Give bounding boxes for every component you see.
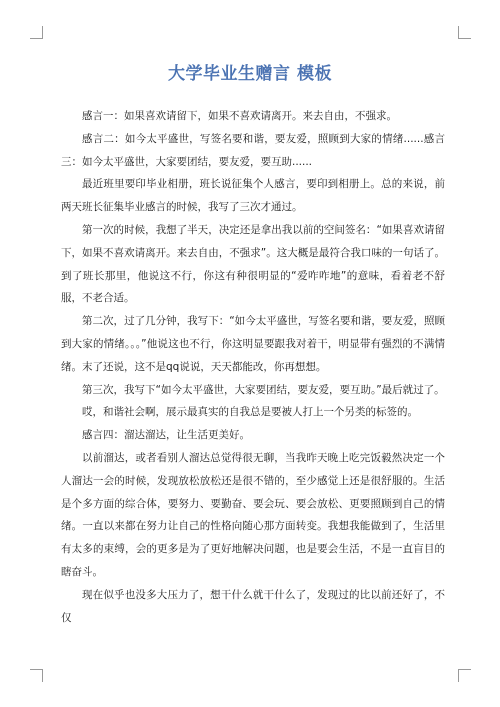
paragraph: 以前溜达，或者看别人溜达总觉得很无聊，当我昨天晚上吃完饭毅然决定一个人溜达一会的时候，发现放松放松还是很不错的，至少感觉上还是很舒服的。生活是个多方面的综合体，要努力、要勤奋、要会玩、要会放松、更要照顾到自己的情绪。一直以来都在努力让自己的性格向随心那方面转变。我想我能做到了，生活里有太多的束缚，会的更多是为了更好地解决问题，也是要会生活，不是一直盲目的瞎奋斗。 <box>61 451 445 578</box>
paragraph: 感言二：如今太平盛世，写签名要和谐，要友爱，照顾到大家的情绪......感言三：如今太平盛世，大家要团结，要友爱，要互助...... <box>61 132 445 168</box>
paragraph: 哎，和谐社会啊，展示最真实的自我总是要被人打上一个另类的标签的。 <box>82 406 418 419</box>
document-body <box>61 105 445 629</box>
document-title: 大学毕业生赠言 模板 <box>168 64 332 84</box>
paragraph: 现在似乎也没多大压力了，想干什么就干什么了，发现过的比以前还好了，不仅 <box>61 588 445 624</box>
crop-mark-bottom-right <box>458 669 471 682</box>
paragraph: 最近班里要印毕业相册，班长说征集个人感言，要印到相册上。总的来说，前两天班长征集毕业感言的时候，我写了三次才通过。 <box>61 178 445 214</box>
paragraph: 感言四：溜达溜达，让生活更美好。 <box>82 429 250 442</box>
paragraph: 第三次，我写下“如今太平盛世，大家要团结，要友爱，要互助。”最后就过了。 <box>82 383 445 396</box>
crop-mark-top-left <box>30 26 43 39</box>
crop-mark-bottom-left <box>30 669 43 682</box>
paragraph: 第二次，过了几分钟，我写下：“如今太平盛世，写签名要和谐，要友爱，照顾到大家的情绪。。。”他说这也不行，你这明显要跟我对着干，明显带有强烈的不满情绪。末了还说，这不是qq说说，天天都能改，你再想想。 <box>61 315 445 373</box>
crop-mark-top-right <box>458 26 471 39</box>
paragraph: 第一次的时候，我想了半天，决定还是拿出我以前的空间签名：“如果喜欢请留下，如果不喜欢请离开。来去自由，不强求”。这大概是最符合我口味的一句话了。到了班长那里，他说这不行，你这有种很明显的“爱咋咋地”的意味，看着老不舒服，不老合适。 <box>61 223 445 305</box>
paragraph: 感言一：如果喜欢请留下，如果不喜欢请离开。来去自由，不强求。 <box>82 110 397 122</box>
